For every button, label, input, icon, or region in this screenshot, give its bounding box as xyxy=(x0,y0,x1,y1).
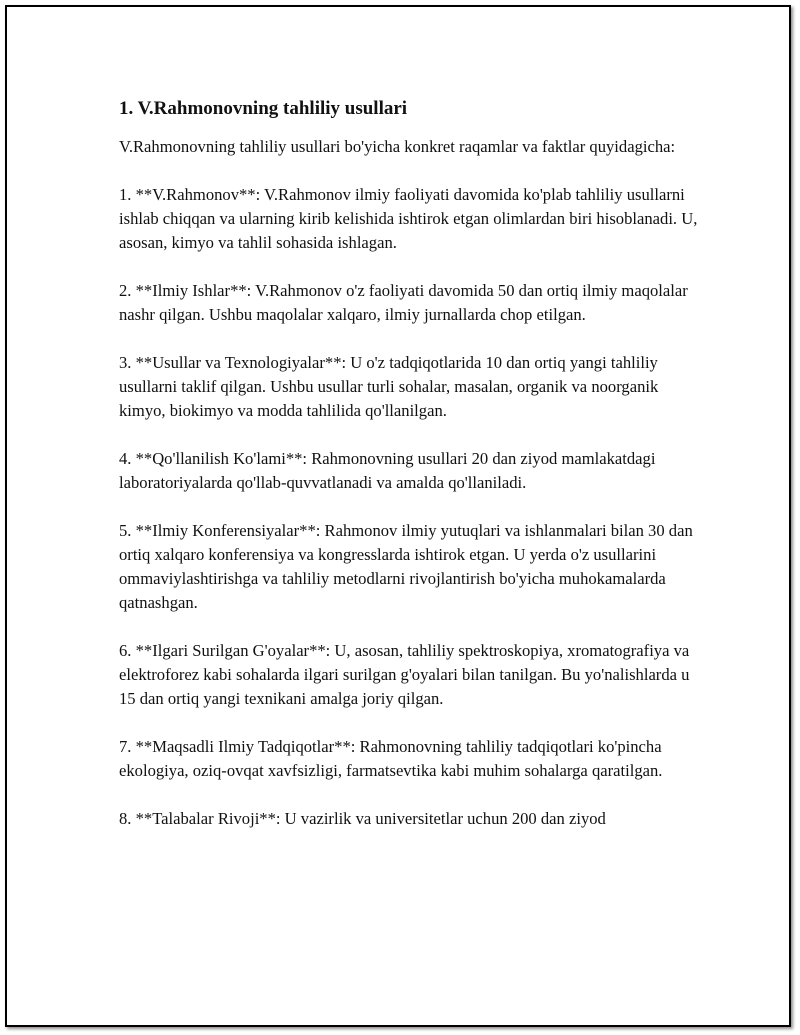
list-item-2: 2. **Ilmiy Ishlar**: V.Rahmonov o'z faoliyati davomida 50 dan ortiq ilmiy maqolalar nashr qilgan. Ushbu maqolalar xalqaro, ilmiy jurnallarda chop etilgan. xyxy=(119,281,688,324)
document-content xyxy=(119,97,699,855)
intro-paragraph: V.Rahmonovning tahliliy usullari bo'yicha konkret raqamlar va faktlar quyidagicha: xyxy=(119,137,676,156)
list-item-4: 4. **Qo'llanilish Ko'lami**: Rahmonovning usullari 20 dan ziyod mamlakatdagi laboratoriyalarda qo'llab-quvvatlanadi va amalda qo'llaniladi. xyxy=(119,449,656,492)
list-item-5: 5. **Ilmiy Konferensiyalar**: Rahmonov ilmiy yutuqlari va ishlanmalari bilan 30 dan ortiq xalqaro konferensiya va kongresslarda ishtirok etgan. U yerda o'z usullarini ommaviylashtirishga va tahliliy metodlarni rivojlantirish bo'yicha muhokamalarda qatnashgan. xyxy=(119,521,693,612)
list-item-1: 1. **V.Rahmonov**: V.Rahmonov ilmiy faoliyati davomida ko'plab tahliliy usullarni ishlab chiqqan va ularning kirib kelishida ishtirok etgan olimlardan biri hisoblanadi. U, asosan, kimyo va tahlil sohasida ishlagan. xyxy=(119,185,698,252)
document-page xyxy=(5,5,791,1027)
list-item-3: 3. **Usullar va Texnologiyalar**: U o'z tadqiqotlarida 10 dan ortiq yangi tahliliy usullarni taklif qilgan. Ushbu usullar turli sohalar, masalan, organik va noorganik kimyo, biokimyo va modda tahlilida qo'llanilgan. xyxy=(119,353,659,420)
list-item-7: 7. **Maqsadli Ilmiy Tadqiqotlar**: Rahmonovning tahliliy tadqiqotlari ko'pincha ekologiya, oziq-ovqat xavfsizligi, farmatsevtika kabi muhim sohalarga qaratilgan. xyxy=(119,737,663,780)
list-item-6: 6. **Ilgari Surilgan G'oyalar**: U, asosan, tahliliy spektroskopiya, xromatografiya va elektroforez kabi sohalarda ilgari surilgan g'oyalari bilan tanilgan. Bu yo'nalishlarda u 15 dan ortiq yangi texnikani amalga joriy qilgan. xyxy=(119,641,690,708)
section-heading: 1. V.Rahmonovning tahliliy usullari xyxy=(119,98,408,119)
list-item-8: 8. **Talabalar Rivoji**: U vazirlik va universitetlar uchun 200 dan ziyod xyxy=(119,809,606,828)
